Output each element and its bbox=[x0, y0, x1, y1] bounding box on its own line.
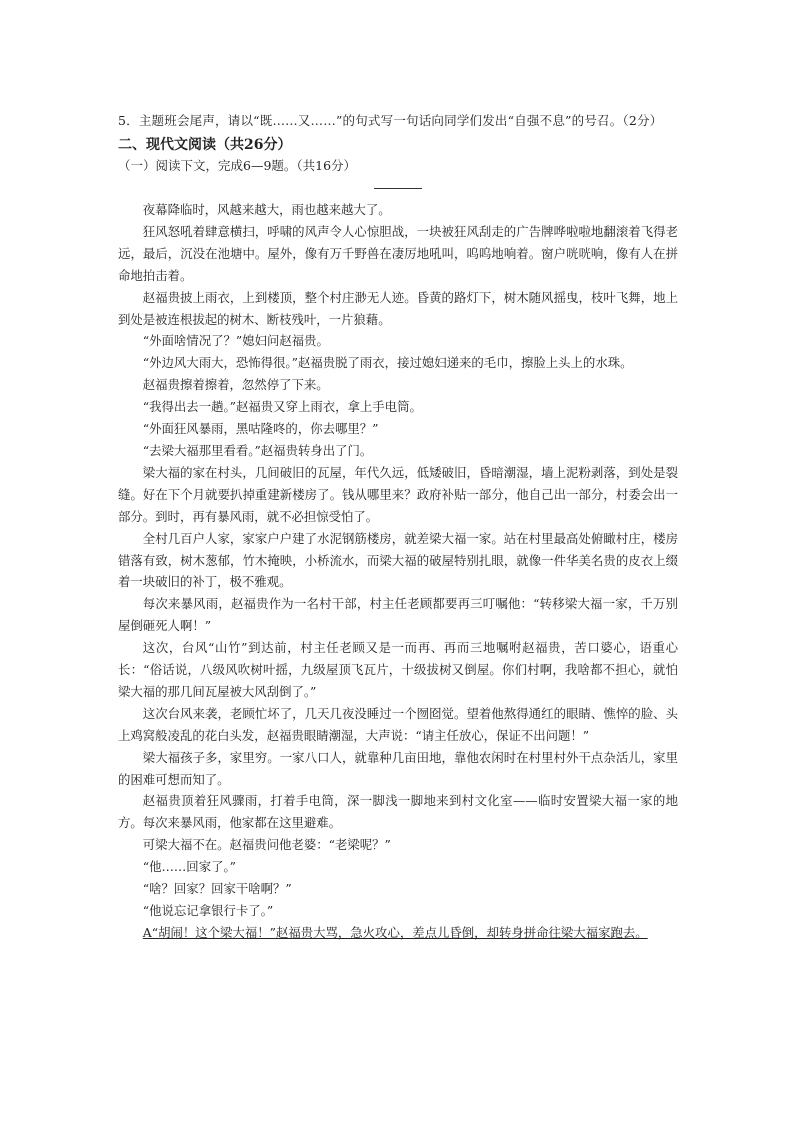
paragraph: 这次，台风“山竹”到达前，村主任老顾又是一而再、再而三地嘱咐赵福贵，苦口婆心，语重心长：“俗话说，八级风吹树叶摇，九级屋顶飞瓦片，十级拔树又倒屋。你们村啊，我啥都不担心，就怕梁大福的那几间瓦屋被大风刮倒了。” bbox=[118, 640, 678, 699]
paragraph: “他……回家了。” bbox=[142, 859, 237, 875]
paragraph: 夜幕降临时，风越来越大，雨也越来越大了。 bbox=[142, 202, 391, 217]
paragraph: 全村几百户人家，家家户户建了水泥钢筋楼房，就差梁大福一家。站在村里最高处俯瞰村庄，楼房错落有致，树木葱郁，竹木掩映，小桥流水，而梁大福的破屋特别扎眼，就像一件华美名贵的皮衣上缀着一块破旧的补丁，极不雅观。 bbox=[118, 530, 678, 590]
section-title: 二、现代文阅读（共26分） bbox=[118, 137, 292, 153]
subsection-heading: （一）阅读下文，完成6—9题。（共16分） bbox=[118, 158, 357, 173]
paragraph: 这次台风来袭，老顾忙坏了，几天几夜没睡过一个囫囵觉。望着他熬得通红的眼睛、憔悴的脸、头上鸡窝般凌乱的花白头发，赵福贵眼睛潮湿，大声说：“请主任放心，保证不出问题！” bbox=[118, 705, 678, 743]
paragraph: “外边风大雨大，恐怖得很。”赵福贵脱了雨衣，接过媳妇递来的毛巾，擦脸上头上的水珠。 bbox=[142, 355, 633, 371]
paragraph: “去梁大福那里看看。”赵福贵转身出了门。 bbox=[142, 442, 373, 458]
underlined-paragraph-a: A“胡闹！这个梁大福！”赵福贵大骂，急火攻心，差点儿昏倒，却转身拼命往梁大福家跑去。 bbox=[142, 924, 648, 940]
paragraph: 可梁大福不在。赵福贵问他老婆：“老梁呢？” bbox=[142, 837, 391, 853]
paragraph: “我得出去一趟。”赵福贵又穿上雨衣，拿上手电筒。 bbox=[142, 399, 422, 415]
paragraph: “外面狂风暴雨，黑咕隆咚的，你去哪里？” bbox=[142, 421, 379, 437]
blank-title-line bbox=[374, 188, 422, 189]
paragraph: 赵福贵擦着擦着，忽然停了下来。 bbox=[142, 377, 329, 393]
paragraph: “外面啥情况了？”媳妇问赵福贵。 bbox=[142, 333, 329, 349]
paragraph: 赵福贵顶着狂风骤雨，打着手电筒，深一脚浅一脚地来到村文化室——临时安置梁大福一家的地方。每次来暴风雨，他家都在这里避难。 bbox=[118, 793, 678, 831]
paragraph: 每次来暴风雨，赵福贵作为一名村干部，村主任老顾都要再三叮嘱他：“转移梁大福一家，千万别屋倒砸死人啊！” bbox=[118, 596, 678, 634]
paragraph: “他说忘记拿银行卡了。” bbox=[142, 903, 274, 918]
paragraph: 梁大福孩子多，家里穷。一家八口人，就靠种几亩田地，靠他农闲时在村里村外干点杂活儿，家里的困难可想而知了。 bbox=[118, 749, 678, 787]
paragraph: 赵福贵披上雨衣，上到楼顶，整个村庄渺无人迹。昏黄的路灯下，树木随风摇曳，枝叶飞舞，地上到处是被连根拔起的树木、断枝残叶，一片狼藉。 bbox=[118, 289, 678, 327]
paragraph: “啥？回家？回家干啥啊？” bbox=[142, 881, 292, 897]
reading-passage bbox=[118, 199, 678, 944]
question-5: 5．主题班会尾声，请以“既……又……”的句式写一句话向同学们发出“自强不息”的号召。（2分） bbox=[118, 113, 663, 128]
paragraph: 狂风怒吼着肆意横扫，呼啸的风声令人心惊胆战，一块被狂风刮走的广告牌哗啦啦地翻滚着飞得老远，最后，沉没在池塘中。屋外，像有万千野兽在凄厉地吼叫，呜呜地响着。窗户咣咣响，像有人在拼命地拍击着。 bbox=[118, 223, 678, 283]
paragraph: 梁大福的家在村头，几间破旧的瓦屋，年代久远，低矮破旧，昏暗潮湿，墙上泥粉剥落，到处是裂缝。好在下个月就要扒掉重建新楼房了。钱从哪里来？政府补贴一部分，他自己出一部分，村委会出一部分。到时，再有暴风雨，就不必担惊受怕了。 bbox=[118, 464, 678, 524]
